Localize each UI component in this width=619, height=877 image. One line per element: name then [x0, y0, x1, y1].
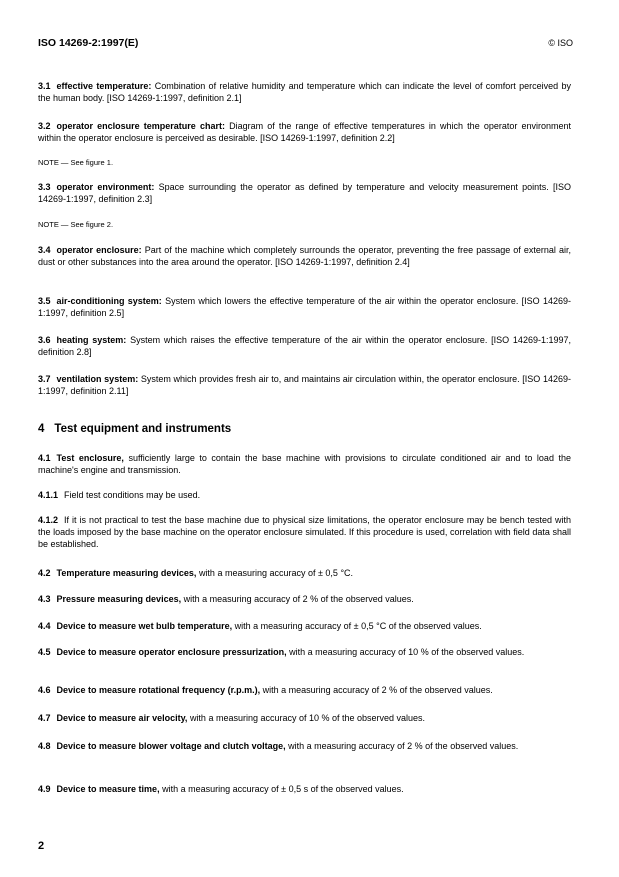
clause-number: 4.7 — [38, 713, 51, 723]
term: air-conditioning system: — [56, 296, 162, 306]
definition-3-4 — [38, 244, 571, 268]
definition-3-6 — [38, 334, 571, 358]
copyright: © ISO — [548, 38, 573, 48]
definition-text: System which raises the effective temperature of the air within the operator enclosure. [ISO 14269-1:1997, definition 2.8] — [38, 335, 571, 357]
section-title: Test equipment and instruments — [54, 423, 232, 435]
section-number: 4 — [38, 423, 45, 435]
clause-number: 4.2 — [38, 568, 51, 578]
clause-number: 4.3 — [38, 594, 51, 604]
clause-number: 4.8 — [38, 741, 51, 751]
clause-4-1-2 — [38, 514, 571, 550]
term: effective temperature: — [56, 81, 152, 91]
clause-number: 3.4 — [38, 245, 51, 255]
clause-number: 4.1 — [38, 453, 51, 463]
clause-text: sufficiently large to contain the base machine with provisions to circulate conditioned air and to load the machine's engine and transmission. — [38, 453, 571, 475]
clause-text: with a measuring accuracy of 2 % of the observed values. — [262, 685, 493, 695]
clause-text: with a measuring accuracy of ± 0,5 °C. — [198, 568, 354, 578]
clause-text: with a measuring accuracy of 10 % of the observed values. — [289, 647, 525, 657]
definition-text: System which lowers the effective temperature of the air within the operator enclosure. [ISO 14269-1:1997, definition 2.5] — [38, 296, 571, 318]
clause-text: with a measuring accuracy of 2 % of the observed values. — [183, 594, 414, 604]
definition-text: Combination of relative humidity and temperature which can indicate the level of comfort perceived by the human body. [ISO 14269-1:1997, definition 2.1] — [38, 81, 571, 103]
clause-number: 3.2 — [38, 121, 51, 131]
clause-number: 4.4 — [38, 621, 51, 631]
term: Device to measure rotational frequency (r.p.m.), — [56, 685, 261, 695]
term: Device to measure wet bulb temperature, — [56, 621, 233, 631]
term: Test enclosure, — [56, 453, 124, 463]
clause-number: 3.3 — [38, 182, 51, 192]
clause-4-5 — [38, 646, 571, 658]
term: Device to measure time, — [56, 784, 160, 794]
clause-number: 4.1.1 — [38, 490, 59, 500]
term: operator environment: — [56, 182, 155, 192]
term: Device to measure blower voltage and clutch voltage, — [56, 741, 286, 751]
definition-3-7 — [38, 373, 571, 397]
clause-4-4 — [38, 620, 571, 632]
note-figure-2: NOTE — See figure 2. — [38, 220, 114, 229]
definition-3-2 — [38, 120, 571, 144]
clause-number: 4.6 — [38, 685, 51, 695]
clause-text: Field test conditions may be used. — [64, 490, 201, 500]
section-heading — [38, 423, 231, 435]
definition-text: System which provides fresh air to, and maintains air circulation within, the operator enclosure. [ISO 14269-1:1997, definition 2.11] — [38, 374, 571, 396]
clause-number: 3.5 — [38, 296, 51, 306]
clause-text: with a measuring accuracy of ± 0,5 s of the observed values. — [162, 784, 404, 794]
clause-text: with a measuring accuracy of 10 % of the observed values. — [189, 713, 426, 723]
clause-4-8 — [38, 740, 571, 752]
term: operator enclosure temperature chart: — [56, 121, 225, 131]
clause-text: with a measuring accuracy of ± 0,5 °C of the observed values. — [234, 621, 482, 631]
page-number: 2 — [38, 840, 45, 852]
clause-4-9 — [38, 783, 571, 795]
document-id: ISO 14269-2:1997(E) — [38, 37, 139, 49]
clause-number: 3.1 — [38, 81, 51, 91]
clause-number: 3.6 — [38, 335, 51, 345]
term: Pressure measuring devices, — [56, 594, 182, 604]
definition-3-3 — [38, 181, 571, 205]
definition-3-5 — [38, 295, 571, 319]
definition-3-1 — [38, 80, 571, 104]
clause-number: 3.7 — [38, 374, 51, 384]
definition-text: Part of the machine which completely surrounds the operator, preventing the free passage of external air, dust or other substances into the area around the operator. [ISO 14269-1:1997, definition 2.4] — [38, 245, 571, 267]
term: ventilation system: — [56, 374, 139, 384]
definition-text: Space surrounding the operator as defined by temperature and velocity measurement points. [ISO 14269-1:1997, definition 2.3] — [38, 182, 571, 204]
term: Device to measure air velocity, — [56, 713, 188, 723]
term: Temperature measuring devices, — [56, 568, 197, 578]
definition-text: Diagram of the range of effective temperatures in which the operator environment within the operator enclosure is perceived as desirable. [ISO 14269-1:1997, definition 2.2] — [38, 121, 572, 143]
clause-4-7 — [38, 712, 571, 724]
clause-4-2 — [38, 567, 571, 579]
term: heating system: — [56, 335, 127, 345]
clause-number: 4.1.2 — [38, 515, 59, 525]
clause-number: 4.5 — [38, 647, 51, 657]
clause-text: If it is not practical to test the base machine due to physical size limitations, the operator enclosure may be bench tested with the loads imposed by the base machine on the operator enclosure simulated. If this procedure is used, correlation with field data shall be established. — [38, 515, 571, 549]
clause-4-1 — [38, 452, 571, 476]
clause-4-3 — [38, 593, 571, 605]
clause-4-1-1 — [38, 489, 571, 501]
clause-number: 4.9 — [38, 784, 51, 794]
term: Device to measure operator enclosure pressurization, — [56, 647, 287, 657]
term: operator enclosure: — [56, 245, 142, 255]
clause-text: with a measuring accuracy of 2 % of the observed values. — [288, 741, 519, 751]
note-figure-1: NOTE — See figure 1. — [38, 158, 114, 167]
clause-4-6 — [38, 684, 571, 696]
